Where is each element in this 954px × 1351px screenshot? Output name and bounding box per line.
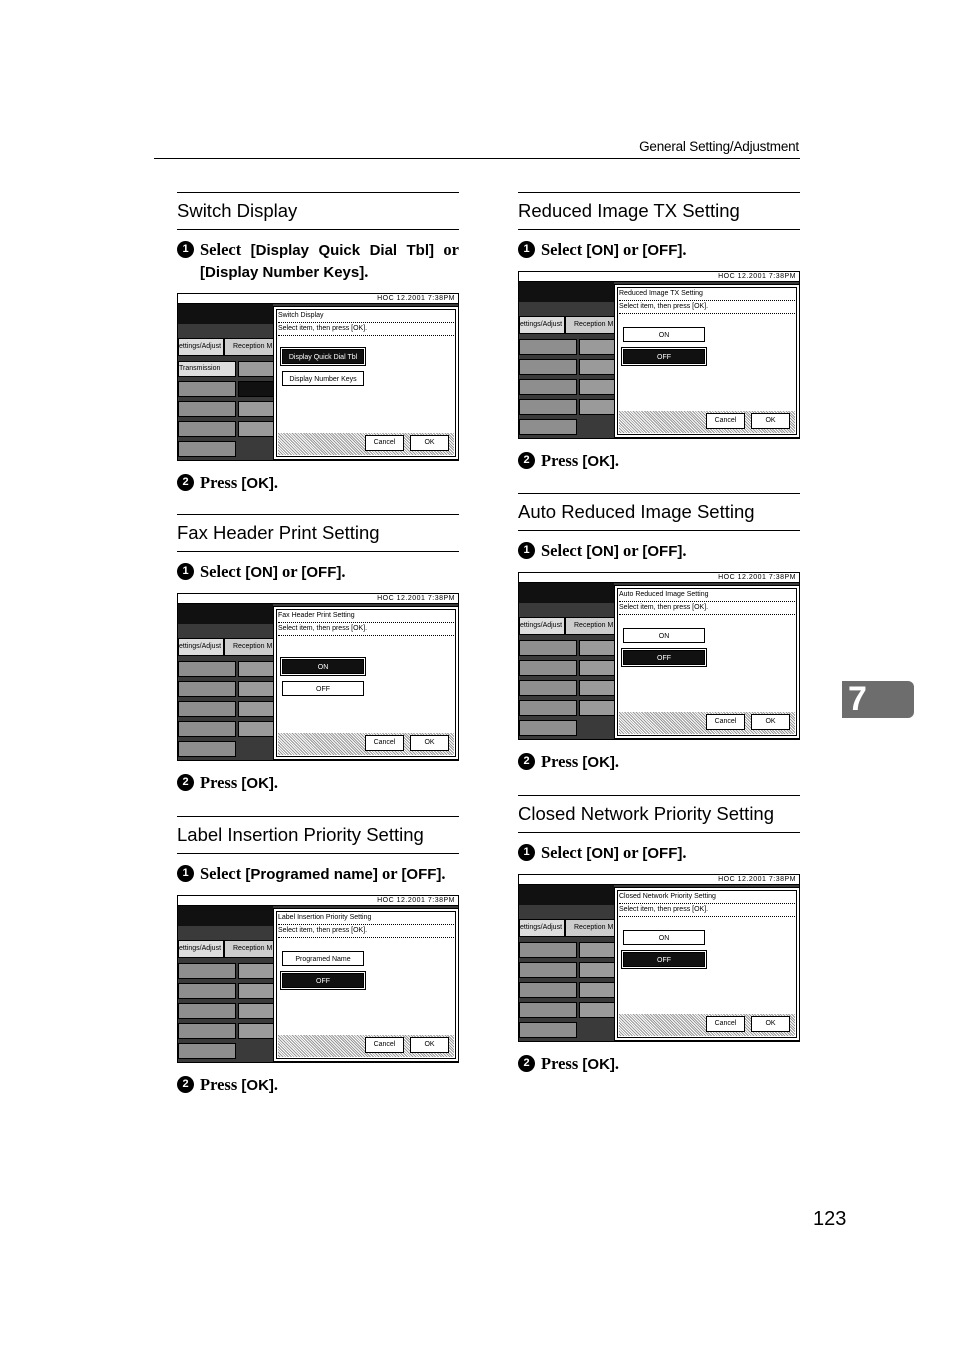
key-label: [OK] bbox=[582, 453, 615, 470]
cancel-button[interactable]: Cancel bbox=[365, 735, 404, 751]
dialog-footer bbox=[278, 433, 454, 455]
section-title: Reduced Image TX Setting bbox=[518, 192, 800, 230]
cancel-button[interactable]: Cancel bbox=[706, 1016, 745, 1032]
screen-status-bar: HOC 12.2001 7:38PM bbox=[519, 272, 799, 282]
section-fax-header bbox=[177, 514, 459, 794]
option-on[interactable]: ON bbox=[623, 930, 705, 945]
page-number: 123 bbox=[813, 1208, 847, 1230]
screen-status-bar: HOC 12.2001 7:38PM bbox=[178, 896, 458, 906]
screen-header-band bbox=[519, 282, 614, 302]
step-2 bbox=[177, 1074, 459, 1096]
step-text: or bbox=[618, 240, 643, 259]
screen-cell bbox=[579, 1002, 615, 1018]
header-rule bbox=[154, 158, 800, 159]
dialog-title: Auto Reduced Image Setting bbox=[619, 591, 709, 598]
key-label: [OK] bbox=[582, 754, 615, 771]
dialog-footer bbox=[619, 712, 795, 734]
step-number: 2 bbox=[518, 452, 535, 469]
ok-button[interactable]: OK bbox=[410, 1037, 449, 1053]
screen-header-band bbox=[519, 583, 614, 603]
screen-cell bbox=[519, 399, 577, 415]
screen-cell bbox=[579, 982, 615, 998]
screen-tab-settings: ettings/Adjust bbox=[519, 617, 565, 635]
screen-cell bbox=[238, 421, 274, 437]
screen-tab-reception: Reception M bbox=[224, 338, 284, 356]
step-number: 1 bbox=[177, 563, 194, 580]
screen-cell bbox=[178, 1023, 236, 1039]
key-label: [OFF] bbox=[301, 564, 342, 581]
ok-button[interactable]: OK bbox=[410, 735, 449, 751]
screen-cell bbox=[519, 680, 577, 696]
screen-cell bbox=[519, 982, 577, 998]
screen-cell bbox=[519, 700, 577, 716]
screen-cell bbox=[519, 1002, 577, 1018]
screen-illustration bbox=[177, 293, 459, 461]
key-label: [ON] bbox=[245, 564, 278, 581]
screen-tab-reception: Reception M bbox=[565, 617, 625, 635]
screen-illustration bbox=[518, 572, 800, 740]
screen-illustration bbox=[518, 271, 800, 439]
screen-cell bbox=[519, 359, 577, 375]
step-2 bbox=[177, 472, 459, 494]
step-text: Select bbox=[200, 562, 246, 581]
step-text: . bbox=[441, 864, 446, 883]
screen-header-band bbox=[519, 885, 614, 905]
ok-button[interactable]: OK bbox=[751, 413, 790, 429]
screen-cell bbox=[238, 681, 274, 697]
step-1 bbox=[518, 540, 800, 562]
dialog-title: Switch Display bbox=[278, 312, 324, 319]
step-text: . bbox=[273, 473, 279, 492]
section-switch-display bbox=[177, 192, 459, 494]
step-text: or bbox=[277, 562, 302, 581]
screen-cell bbox=[579, 700, 615, 716]
screen-cell bbox=[519, 660, 577, 676]
screen-tab-reception: Reception M bbox=[565, 919, 625, 937]
option-2[interactable]: Display Number Keys bbox=[282, 371, 364, 386]
section-title: Auto Reduced Image Setting bbox=[518, 493, 800, 531]
cancel-button[interactable]: Cancel bbox=[706, 413, 745, 429]
chapter-tab: 7 bbox=[842, 681, 914, 718]
screen-illustration bbox=[177, 593, 459, 761]
screen-cell bbox=[579, 962, 615, 978]
section-title: Fax Header Print Setting bbox=[177, 514, 459, 552]
option-programed-name[interactable]: Programed Name bbox=[282, 951, 364, 966]
screen-cell bbox=[238, 1023, 274, 1039]
step-text: . bbox=[364, 262, 369, 281]
screen-tab-settings: ettings/Adjust bbox=[519, 316, 565, 334]
screen-cell bbox=[178, 741, 236, 757]
dialog-title: Label Insertion Priority Setting bbox=[278, 914, 372, 921]
key-label: [ON] bbox=[586, 543, 619, 560]
step-text: Press bbox=[541, 752, 583, 771]
screen-cell bbox=[178, 701, 236, 717]
screen-cell bbox=[579, 399, 615, 415]
step-1 bbox=[177, 863, 459, 885]
section-title: Label Insertion Priority Setting bbox=[177, 816, 459, 854]
step-text: Select bbox=[200, 240, 251, 259]
option-off[interactable]: OFF bbox=[623, 650, 705, 665]
screen-status-bar: HOC 12.2001 7:38PM bbox=[178, 294, 458, 304]
step-text: . bbox=[614, 752, 620, 771]
key-label: [OFF] bbox=[401, 866, 442, 883]
step-text: . bbox=[682, 843, 687, 862]
screen-illustration bbox=[177, 895, 459, 1063]
step-text: or bbox=[618, 541, 643, 560]
key-label: [OK] bbox=[582, 1056, 615, 1073]
screen-cell bbox=[178, 1003, 236, 1019]
step-1 bbox=[177, 561, 459, 583]
screen-dialog bbox=[273, 306, 459, 460]
screen-cell bbox=[519, 1022, 577, 1038]
section-label-insertion bbox=[177, 816, 459, 1096]
key-label: [OK] bbox=[241, 775, 274, 792]
dialog-instruction: Select item, then press [OK]. bbox=[278, 927, 368, 934]
step-text: Press bbox=[200, 773, 242, 792]
dialog-instruction: Select item, then press [OK]. bbox=[619, 303, 709, 310]
screen-cell bbox=[178, 441, 236, 457]
cancel-button[interactable]: Cancel bbox=[365, 1037, 404, 1053]
step-text: Press bbox=[200, 1075, 242, 1094]
screen-cell bbox=[178, 421, 236, 437]
screen-status-bar: HOC 12.2001 7:38PM bbox=[519, 573, 799, 583]
section-auto-reduced bbox=[518, 493, 800, 773]
screen-cell bbox=[579, 680, 615, 696]
screen-cell bbox=[238, 401, 274, 417]
dialog-instruction: Select item, then press [OK]. bbox=[278, 325, 368, 332]
screen-cell bbox=[238, 701, 274, 717]
step-number: 2 bbox=[177, 1076, 194, 1093]
step-1 bbox=[518, 239, 800, 261]
screen-cell bbox=[519, 942, 577, 958]
step-text: . bbox=[273, 1075, 279, 1094]
key-label: [Programed name] bbox=[245, 866, 378, 883]
screen-tab-settings: ettings/Adjust bbox=[519, 919, 565, 937]
step-text: . bbox=[682, 240, 687, 259]
ok-button[interactable]: OK bbox=[410, 435, 449, 451]
screen-tab-reception: Reception M bbox=[224, 940, 284, 958]
dialog-footer bbox=[278, 733, 454, 755]
step-1 bbox=[177, 239, 459, 283]
section-title: Switch Display bbox=[177, 192, 459, 230]
screen-cell bbox=[238, 1003, 274, 1019]
screen-status-bar: HOC 12.2001 7:38PM bbox=[519, 875, 799, 885]
step-text: Press bbox=[541, 1054, 583, 1073]
screen-cell bbox=[238, 661, 274, 677]
step-2 bbox=[518, 751, 800, 773]
screen-cell bbox=[238, 381, 274, 397]
step-1 bbox=[518, 842, 800, 864]
step-number: 2 bbox=[177, 774, 194, 791]
option-off[interactable]: OFF bbox=[282, 681, 364, 696]
screen-cell bbox=[178, 963, 236, 979]
step-number: 1 bbox=[177, 865, 194, 882]
screen-cell bbox=[519, 962, 577, 978]
screen-tab-reception: Reception M bbox=[224, 638, 284, 656]
screen-cell bbox=[178, 983, 236, 999]
step-text: or bbox=[618, 843, 643, 862]
step-text: Press bbox=[200, 473, 242, 492]
dialog-footer bbox=[278, 1035, 454, 1057]
cancel-button[interactable]: Cancel bbox=[365, 435, 404, 451]
ok-button[interactable]: OK bbox=[751, 1016, 790, 1032]
screen-cell bbox=[519, 720, 577, 736]
screen-dialog bbox=[273, 908, 459, 1062]
screen-cell bbox=[519, 379, 577, 395]
screen-tab-settings: ettings/Adjust bbox=[178, 638, 224, 656]
step-2 bbox=[518, 450, 800, 472]
step-text: . bbox=[614, 451, 620, 470]
option-on[interactable]: ON bbox=[623, 628, 705, 643]
step-text: Select bbox=[541, 240, 587, 259]
key-label: [OFF] bbox=[642, 845, 683, 862]
screen-header-band bbox=[178, 906, 273, 926]
step-text: . bbox=[614, 1054, 620, 1073]
key-label: [OFF] bbox=[642, 242, 683, 259]
key-label: [OK] bbox=[241, 1077, 274, 1094]
screen-cell-transmission: Transmission bbox=[178, 361, 236, 377]
screen-cell bbox=[178, 661, 236, 677]
step-number: 1 bbox=[518, 844, 535, 861]
dialog-footer bbox=[619, 411, 795, 433]
option-on[interactable]: ON bbox=[623, 327, 705, 342]
step-text: or bbox=[434, 240, 459, 259]
cancel-button[interactable]: Cancel bbox=[706, 714, 745, 730]
step-text: . bbox=[682, 541, 687, 560]
step-number: 2 bbox=[177, 474, 194, 491]
screen-cell bbox=[579, 640, 615, 656]
step-text: Select bbox=[541, 541, 587, 560]
section-title: Closed Network Priority Setting bbox=[518, 795, 800, 833]
screen-cell bbox=[579, 379, 615, 395]
section-reduced-image bbox=[518, 192, 800, 472]
screen-status-bar: HOC 12.2001 7:38PM bbox=[178, 594, 458, 604]
screen-cell bbox=[519, 419, 577, 435]
option-off[interactable]: OFF bbox=[623, 952, 705, 967]
dialog-title: Closed Network Priority Setting bbox=[619, 893, 716, 900]
screen-cell bbox=[238, 963, 274, 979]
step-2 bbox=[518, 1053, 800, 1075]
ok-button[interactable]: OK bbox=[751, 714, 790, 730]
dialog-instruction: Select item, then press [OK]. bbox=[278, 625, 368, 632]
screen-illustration bbox=[518, 874, 800, 1042]
screen-tab-settings: ettings/Adjust bbox=[178, 940, 224, 958]
screen-dialog bbox=[273, 606, 459, 760]
screen-cell bbox=[178, 681, 236, 697]
step-text: Press bbox=[541, 451, 583, 470]
step-number: 1 bbox=[177, 241, 194, 258]
step-text: or bbox=[377, 864, 402, 883]
screen-cell bbox=[519, 640, 577, 656]
option-off[interactable]: OFF bbox=[623, 349, 705, 364]
screen-cell bbox=[579, 359, 615, 375]
step-text: Select bbox=[541, 843, 587, 862]
step-text: . bbox=[273, 773, 279, 792]
step-text: Select bbox=[200, 864, 246, 883]
screen-dialog bbox=[614, 585, 800, 739]
dialog-instruction: Select item, then press [OK]. bbox=[619, 906, 709, 913]
dialog-instruction: Select item, then press [OK]. bbox=[619, 604, 709, 611]
dialog-title: Reduced Image TX Setting bbox=[619, 290, 703, 297]
step-number: 1 bbox=[518, 542, 535, 559]
screen-tab-reception: Reception M bbox=[565, 316, 625, 334]
screen-tab-settings: ettings/Adjust bbox=[178, 338, 224, 356]
section-closed-network bbox=[518, 795, 800, 1075]
dialog-title: Fax Header Print Setting bbox=[278, 612, 355, 619]
step-number: 2 bbox=[518, 753, 535, 770]
screen-cell bbox=[579, 660, 615, 676]
screen-cell bbox=[178, 721, 236, 737]
step-2 bbox=[177, 772, 459, 794]
screen-cell bbox=[178, 381, 236, 397]
step-number: 2 bbox=[518, 1055, 535, 1072]
dialog-footer bbox=[619, 1014, 795, 1036]
screen-cell bbox=[238, 361, 274, 377]
screen-cell bbox=[579, 339, 615, 355]
key-label: [ON] bbox=[586, 845, 619, 862]
option-on[interactable]: ON bbox=[282, 659, 364, 674]
key-label: [OFF] bbox=[642, 543, 683, 560]
screen-cell bbox=[519, 339, 577, 355]
key-label: [OK] bbox=[241, 475, 274, 492]
key-label: [Display Number Keys] bbox=[200, 264, 365, 281]
screen-cell bbox=[579, 942, 615, 958]
screen-cell bbox=[178, 1043, 236, 1059]
screen-cell bbox=[238, 983, 274, 999]
step-text: . bbox=[341, 562, 346, 581]
screen-header-band bbox=[178, 604, 273, 624]
option-1[interactable]: Display Quick Dial Tbl bbox=[282, 349, 364, 364]
key-label: [Display Quick Dial Tbl] bbox=[250, 242, 435, 259]
screen-cell bbox=[178, 401, 236, 417]
running-header: General Setting/Adjustment bbox=[639, 139, 799, 154]
screen-dialog bbox=[614, 887, 800, 1041]
screen-dialog bbox=[614, 284, 800, 438]
screen-header-band bbox=[178, 304, 273, 324]
step-number: 1 bbox=[518, 241, 535, 258]
key-label: [ON] bbox=[586, 242, 619, 259]
screen-cell bbox=[238, 721, 274, 737]
option-off[interactable]: OFF bbox=[282, 973, 364, 988]
